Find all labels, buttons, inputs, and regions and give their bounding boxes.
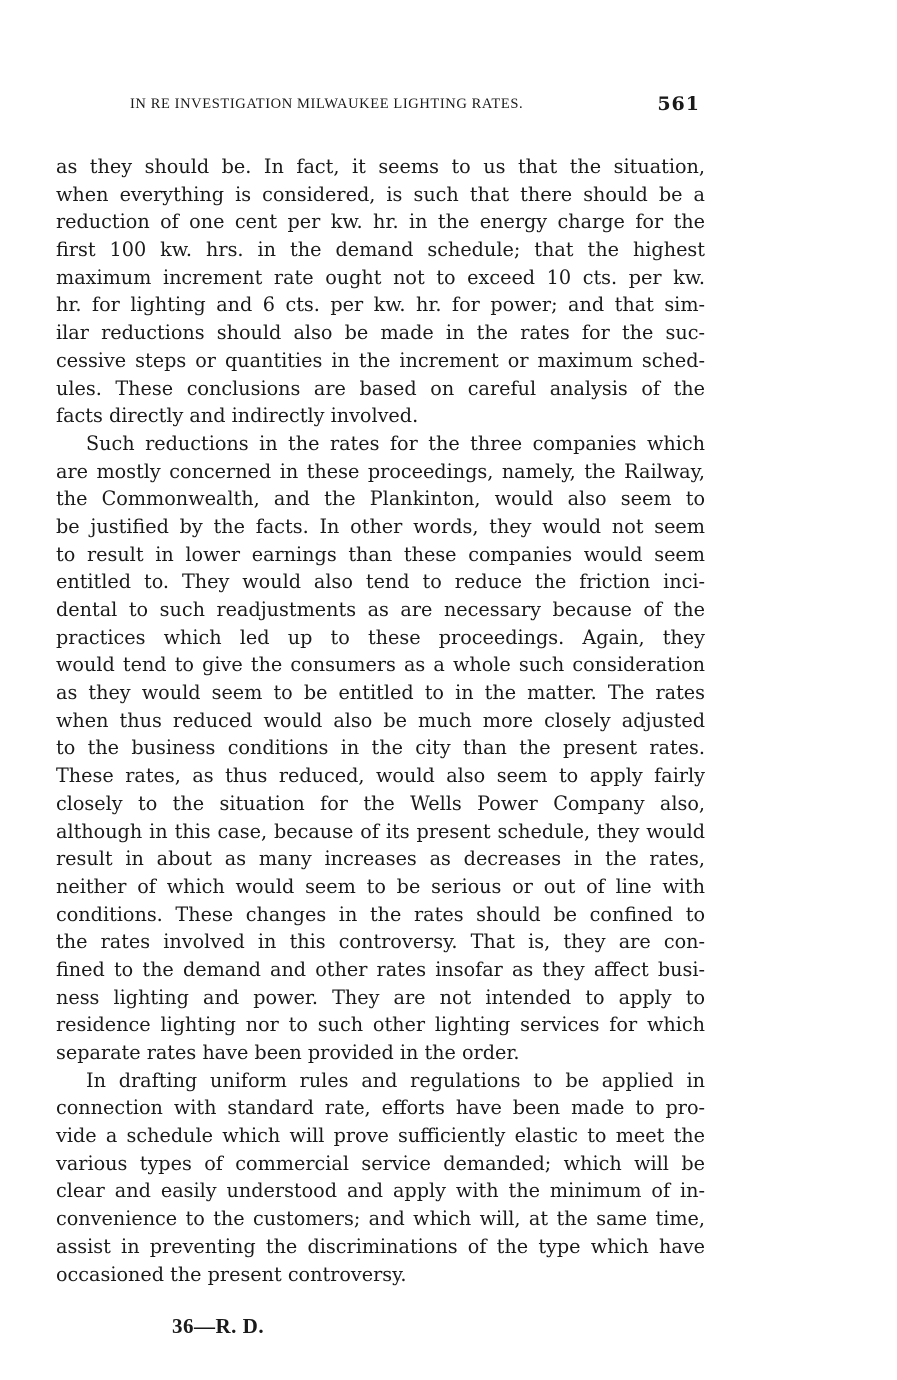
paragraph [56,1067,705,1289]
text-line: facts directly and indirectly involved. [56,404,419,428]
text-line: when thus reduced would also be much more closely adjusted [56,708,705,732]
running-title: IN RE INVESTIGATION MILWAUKEE LIGHTING RATES. [130,96,524,112]
text-line: ilar reductions should also be made in the rates for the suc- [56,321,705,345]
text-line: assist in preventing the discriminations of the type which have [56,1234,705,1258]
text-line: vide a schedule which will prove sufficiently elastic to meet the [56,1124,705,1148]
paragraph [56,430,705,1067]
text-line: the Commonwealth, and the Plankinton, would also seem to [56,487,705,511]
text-line: cessive steps or quantities in the increment or maximum sched- [56,348,705,372]
text-line: be justified by the facts. In other words, they would not seem [56,514,705,538]
text-line: are mostly concerned in these proceedings, namely, the Railway, [56,459,705,483]
text-line: residence lighting nor to such other lighting services for which [56,1013,705,1037]
text-line: would tend to give the consumers as a whole such consideration [56,653,705,677]
text-line: first 100 kw. hrs. in the demand schedule; that the highest [56,238,705,262]
text-line: In drafting uniform rules and regulations to be applied in [86,1068,705,1092]
text-line: to result in lower earnings than these companies would seem [56,542,705,566]
text-line: neither of which would seem to be serious or out of line with [56,874,705,898]
text-line: various types of commercial service demanded; which will be [56,1151,705,1175]
text-line: when everything is considered, is such that there should be a [56,182,705,206]
text-line: connection with standard rate, efforts have been made to pro- [56,1096,705,1120]
text-line: closely to the situation for the Wells Power Company also, [56,791,705,815]
text-line: to the business conditions in the city than the present rates. [56,736,705,760]
running-header [130,93,700,123]
text-line: occasioned the present controversy. [56,1262,407,1286]
text-line: maximum increment rate ought not to exceed 10 cts. per kw. [56,265,705,289]
text-line: convenience to the customers; and which will, at the same time, [56,1207,705,1231]
page-number: 561 [657,93,700,115]
text-line: Such reductions in the rates for the three companies which [86,431,705,455]
text-line: separate rates have been provided in the order. [56,1041,520,1064]
text-line: as they should be. In fact, it seems to us that the situation, [56,155,705,178]
paragraph [56,153,705,430]
text-line: as they would seem to be entitled to in the matter. The rates [56,681,705,705]
text-line: although in this case, because of its present schedule, they would [56,819,705,843]
text-line: entitled to. They would also tend to reduce the friction inci- [56,570,705,594]
body-text [56,153,705,1288]
text-line: fined to the demand and other rates insofar as they affect busi- [56,957,705,981]
text-line: hr. for lighting and 6 cts. per kw. hr. for power; and that sim- [56,293,705,317]
text-line: the rates involved in this controversy. That is, they are con- [56,930,705,954]
text-line: practices which led up to these proceedings. Again, they [56,625,705,649]
text-line: conditions. These changes in the rates should be confined to [56,902,705,926]
text-line: These rates, as thus reduced, would also seem to apply fairly [56,764,705,788]
text-line: result in about as many increases as decreases in the rates, [56,847,705,871]
text-line: ules. These conclusions are based on careful analysis of the [56,376,705,400]
text-line: reduction of one cent per kw. hr. in the energy charge for the [56,210,705,234]
text-line: dental to such readjustments as are necessary because of the [56,598,705,621]
text-line: ness lighting and power. They are not intended to apply to [56,985,705,1009]
signature-mark: 36—R. D. [172,1314,265,1338]
text-line: clear and easily understood and apply with the minimum of in- [56,1179,705,1203]
